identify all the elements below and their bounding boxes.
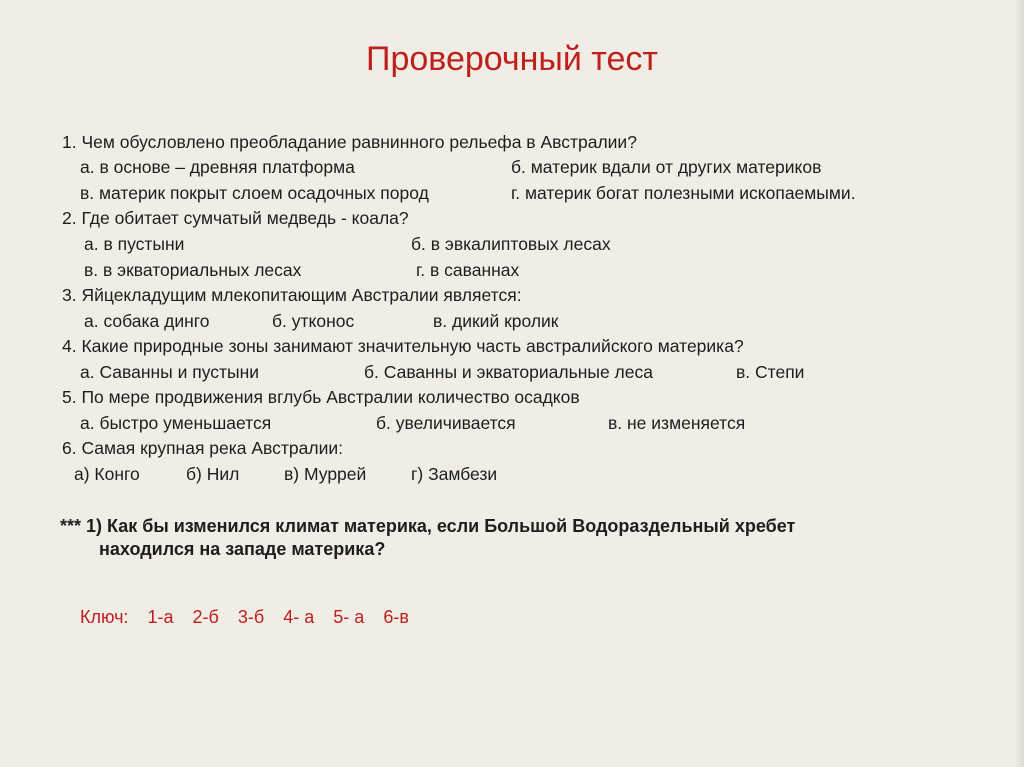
question-3: 3. Яйцекладущим млекопитающим Австралии является: [62,285,522,305]
q1-option-g: г. материк богат полезными ископаемыми. [511,183,856,203]
q2-option-g: г. в саваннах [416,260,520,280]
q3-option-v: в. дикий кролик [433,311,559,331]
answer-key-label: Ключ: [80,607,129,627]
question-6: 6. Самая крупная река Австралии: [62,438,344,458]
page-title: Проверочный тест [366,40,658,78]
q3-option-b: б. утконос [272,311,355,331]
q1-option-b: б. материк вдали от других материков [511,157,822,177]
question-4: 4. Какие природные зоны занимают значительную часть австралийского материка? [62,336,744,356]
q4-option-v: в. Степи [736,362,805,382]
q5-option-v: в. не изменяется [608,413,746,433]
q6-option-v: в) Муррей [284,464,367,484]
question-1: 1. Чем обусловлено преобладание равнинного рельефа в Австралии? [62,132,637,152]
q6-option-b: б) Нил [186,464,240,484]
q1-option-v: в. материк покрыт слоем осадочных пород [80,183,429,203]
answer-key-item: 4- а [283,607,315,627]
answer-key-item: 1-а [147,607,174,627]
q5-option-b: б. увеличивается [376,413,516,433]
answer-key-item: 6-в [383,607,409,627]
q2-option-b: б. в эвкалиптовых лесах [411,234,611,254]
q2-option-v: в. в экваториальных лесах [84,260,302,280]
q2-option-a: а. в пустыни [84,234,185,254]
bonus-question-line-2: находился на западе материка? [99,539,386,559]
bonus-question-line-1: *** 1) Как бы изменился климат материка, если Большой Водораздельный хребет [60,516,796,536]
q3-option-a: а. собака динго [84,311,210,331]
answer-key [80,607,423,628]
question-2: 2. Где обитает сумчатый медведь - коала? [62,208,409,228]
q5-option-a: а. быстро уменьшается [80,413,272,433]
q1-option-a: а. в основе – древняя платформа [80,157,355,177]
question-5: 5. По мере продвижения вглубь Австралии количество осадков [62,387,580,407]
q6-option-a: а) Конго [74,464,140,484]
answer-key-item: 2-б [192,607,219,627]
slide-edge-shade [1014,0,1024,767]
answer-key-item: 5- а [333,607,365,627]
answer-key-item: 3-б [237,607,265,627]
q6-option-g: г) Замбези [411,464,498,484]
q4-option-b: б. Саванны и экваториальные леса [364,362,653,382]
q4-option-a: а. Саванны и пустыни [80,362,260,382]
